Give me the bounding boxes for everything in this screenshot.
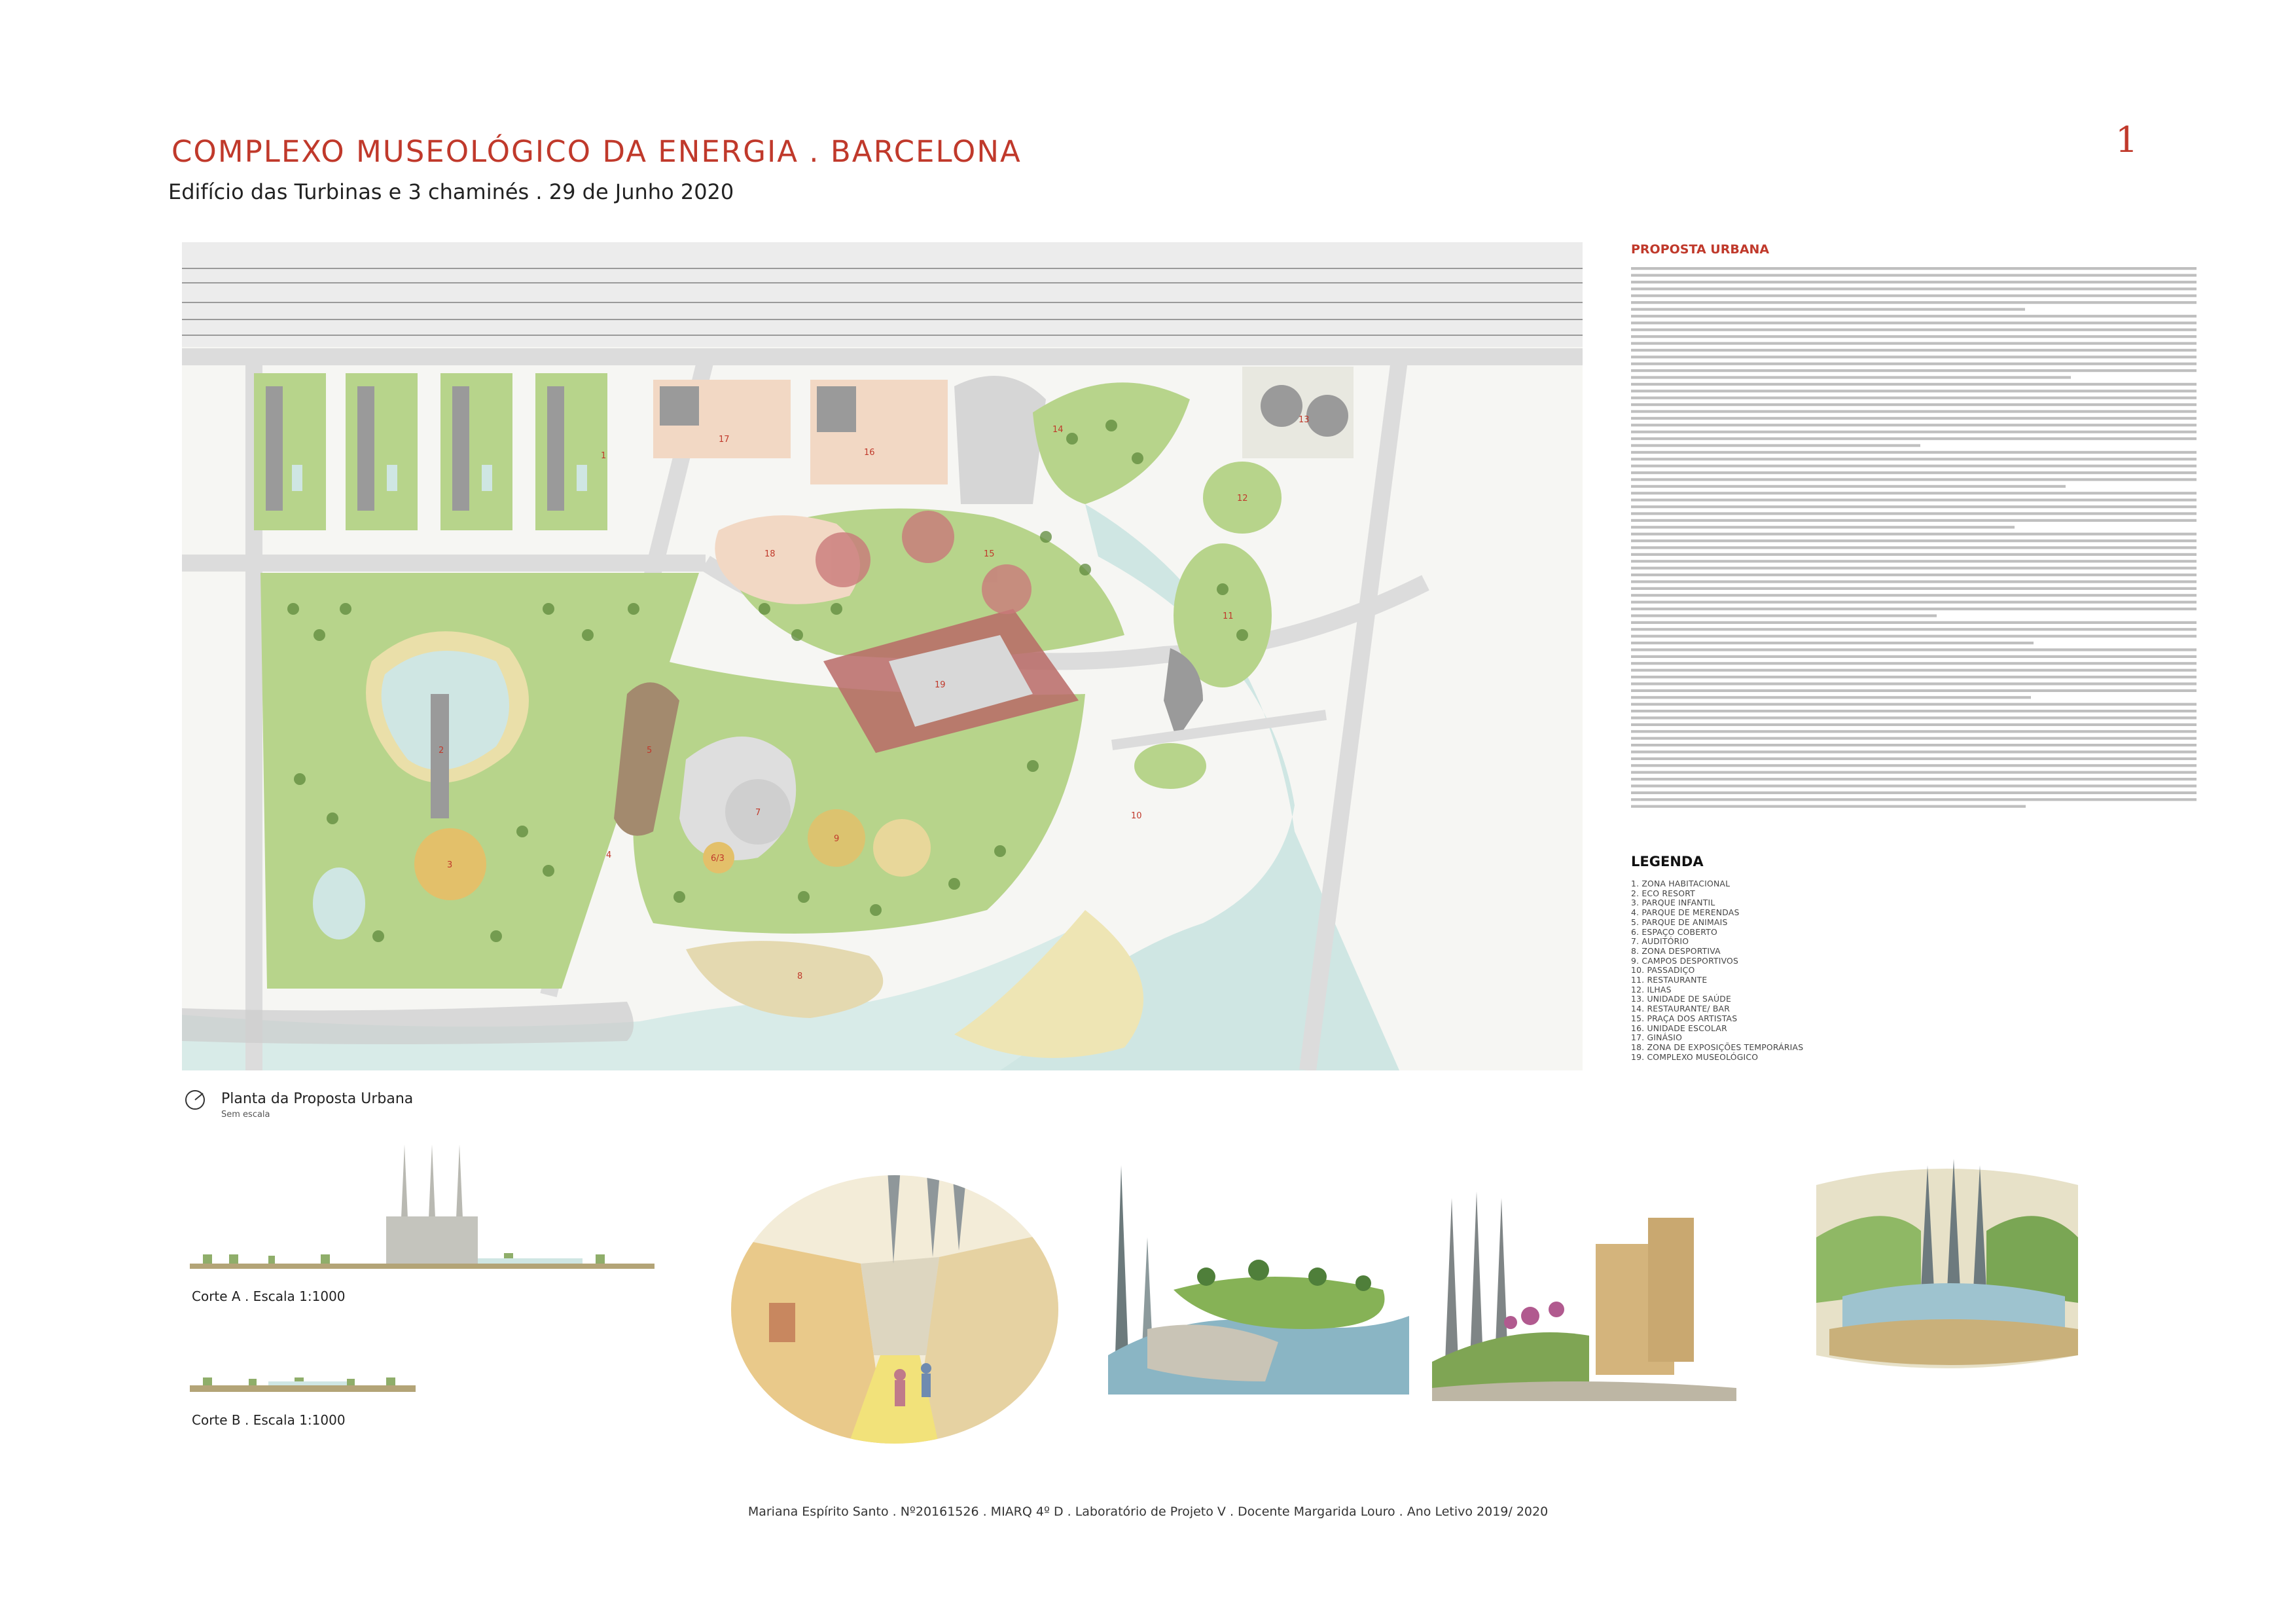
body-text-line	[1631, 682, 2197, 685]
body-text-line	[1631, 696, 2031, 699]
body-text-line	[1631, 281, 2197, 283]
body-text-line	[1631, 451, 2197, 454]
body-text-line	[1631, 431, 2197, 433]
body-text-line	[1631, 267, 2197, 270]
legend-item: 11. RESTAURANTE	[1631, 975, 1708, 985]
zone-label-3: 3	[447, 860, 453, 870]
small-pond	[313, 867, 365, 939]
railway-zone	[182, 242, 1583, 347]
body-text-line	[1631, 723, 2197, 726]
section-a-svg	[190, 1138, 655, 1282]
legend-item: 8. ZONA DESPORTIVA	[1631, 945, 1721, 956]
body-text-line	[1631, 526, 2015, 528]
body-text-line	[1631, 397, 2197, 399]
body-text-line	[1631, 444, 1920, 447]
legend-item: 3. PARQUE INFANTIL	[1631, 898, 1715, 908]
sketch-coast-park	[1108, 1159, 1409, 1395]
sketch-water-garden	[1803, 1159, 2091, 1375]
body-text-line	[1631, 635, 2197, 638]
body-text-line	[1631, 512, 2197, 515]
body-text-line	[1631, 519, 2197, 522]
page-subtitle: Edifício das Turbinas e 3 chaminés . 29 de Junho 2020	[168, 179, 734, 204]
zone-label-16: 16	[864, 448, 875, 458]
body-text-line	[1631, 546, 2197, 549]
health-unit-building-b	[1306, 395, 1348, 437]
section-a-water	[478, 1258, 583, 1264]
body-text-line	[1631, 383, 2197, 386]
eco-resort-building	[431, 694, 449, 818]
body-text-line	[1631, 737, 2197, 740]
legend-item: 12. ILHAS	[1631, 984, 1672, 994]
legend-item: 17. GINÁSIO	[1631, 1032, 1683, 1043]
body-text-line	[1631, 676, 2197, 678]
section-b-drawing	[190, 1360, 416, 1400]
body-text-line	[1631, 655, 2197, 658]
body-text-line	[1631, 648, 2197, 651]
body-text-line	[1631, 505, 2197, 508]
section-a-ground	[190, 1264, 655, 1269]
body-text-line	[1631, 553, 2197, 556]
school-building	[817, 386, 856, 432]
body-text-line	[1631, 301, 2197, 304]
section-a-drawing	[190, 1138, 655, 1282]
body-text-line	[1631, 744, 2197, 746]
proposal-text-lines	[1631, 267, 2197, 824]
zone-label-15: 15	[984, 549, 995, 559]
turbine-building	[386, 1216, 478, 1264]
zone-label-9: 9	[834, 834, 840, 844]
boardwalk-island	[1134, 743, 1206, 789]
body-text-line	[1631, 621, 2197, 624]
legend-item: 4. PARQUE DE MERENDAS	[1631, 907, 1740, 918]
body-text-line	[1631, 329, 2197, 331]
plan-caption-title: Planta da Proposta Urbana	[221, 1091, 414, 1107]
legend-item: 1. ZONA HABITACIONAL	[1631, 879, 1731, 888]
body-text-line	[1631, 471, 2197, 474]
sketch-interior-svg	[730, 1159, 1060, 1447]
body-text-line	[1631, 424, 2197, 426]
legend-item: 13. UNIDADE DE SAÚDE	[1631, 994, 1732, 1004]
body-text-line	[1631, 580, 2197, 583]
zone-label-13: 13	[1299, 415, 1310, 425]
body-text-line	[1631, 771, 2197, 774]
body-text-line	[1631, 295, 2197, 297]
legend-item: 16. UNIDADE ESCOLAR	[1631, 1023, 1727, 1033]
sketch-coast-svg	[1108, 1159, 1409, 1395]
body-text-line	[1631, 465, 2197, 467]
body-text-line	[1631, 369, 2197, 372]
body-text-line	[1631, 642, 2034, 644]
plan-caption-scale: Sem escala	[221, 1110, 270, 1120]
body-text-line	[1631, 730, 2197, 733]
zone-label-19: 19	[935, 680, 946, 690]
body-text-line	[1631, 437, 2197, 440]
body-text-line	[1631, 784, 2197, 787]
body-text-line	[1631, 608, 2197, 610]
body-text-line	[1631, 485, 2066, 488]
body-text-line	[1631, 363, 2197, 365]
zone-label-1: 1	[601, 451, 607, 461]
legend-item: 14. RESTAURANTE/ BAR	[1631, 1004, 1731, 1014]
body-text-line	[1631, 274, 2197, 276]
zone-label-8: 8	[797, 972, 803, 981]
body-text-line	[1631, 560, 2197, 562]
sketch-interior-gallery	[730, 1159, 1060, 1447]
zone-label-10: 10	[1131, 811, 1142, 821]
body-text-line	[1631, 574, 2197, 576]
urban-plan-svg	[182, 242, 1583, 1070]
body-text-line	[1631, 614, 1937, 617]
body-text-line	[1631, 757, 2197, 760]
zone-label-11: 11	[1223, 611, 1234, 621]
body-text-line	[1631, 689, 2197, 692]
legend-title: LEGENDA	[1631, 854, 1704, 869]
body-text-line	[1631, 805, 2026, 808]
section-b-label: Corte B . Escala 1:1000	[192, 1412, 346, 1428]
body-text-line	[1631, 376, 2071, 378]
sketch-water-svg	[1803, 1159, 2091, 1375]
body-text-line	[1631, 335, 2197, 338]
sketch-urban-towers	[1432, 1192, 1736, 1401]
body-text-line	[1631, 315, 2197, 318]
body-text-line	[1631, 703, 2197, 706]
sports-court-9b	[873, 819, 931, 877]
zone-label-4: 4	[606, 850, 612, 860]
body-text-line	[1631, 478, 2197, 481]
body-text-line	[1631, 458, 2197, 460]
urban-plan-drawing	[182, 242, 1583, 1070]
body-text-line	[1631, 628, 2197, 630]
zone-label-6: 6/3	[711, 854, 725, 864]
body-text-line	[1631, 764, 2197, 767]
zone-label-2: 2	[439, 746, 444, 756]
body-text-line	[1631, 601, 2197, 604]
body-text-line	[1631, 567, 2197, 570]
zone-label-7: 7	[755, 808, 761, 818]
body-text-line	[1631, 662, 2197, 665]
page-number: 1	[2115, 119, 2138, 160]
artists-plaza-15	[954, 376, 1046, 504]
zone-label-5: 5	[647, 746, 653, 756]
body-text-line	[1631, 403, 2197, 406]
section-b-water	[268, 1381, 347, 1385]
north-arrow-icon	[183, 1088, 207, 1112]
body-text-line	[1631, 349, 2197, 352]
body-text-line	[1631, 778, 2197, 780]
section-a-label: Corte A . Escala 1:1000	[192, 1288, 346, 1304]
section-b-svg	[190, 1360, 416, 1400]
body-text-line	[1631, 792, 2197, 794]
body-text-line	[1631, 587, 2197, 590]
proposal-title: PROPOSTA URBANA	[1631, 242, 1770, 257]
zone-label-18: 18	[764, 549, 776, 559]
body-text-line	[1631, 539, 2197, 542]
body-text-line	[1631, 308, 2025, 310]
legend-item: 7. AUDITÓRIO	[1631, 936, 1689, 947]
legend-item: 10. PASSADIÇO	[1631, 965, 1695, 976]
legend-item: 6. ESPAÇO COBERTO	[1631, 926, 1717, 937]
body-text-line	[1631, 342, 2197, 344]
zone-label-17: 17	[719, 435, 730, 445]
page-title: COMPLEXO MUSEOLÓGICO DA ENERGIA . BARCELONA	[171, 134, 1022, 169]
legend-list	[1631, 879, 1932, 1062]
body-text-line	[1631, 417, 2197, 420]
body-text-line	[1631, 321, 2197, 324]
body-text-line	[1631, 533, 2197, 536]
legend-item: 9. CAMPOS DESPORTIVOS	[1631, 955, 1739, 966]
body-text-line	[1631, 410, 2197, 412]
zone-label-14: 14	[1052, 425, 1064, 435]
legend-item: 19. COMPLEXO MUSEOLÓGICO	[1631, 1051, 1759, 1062]
body-text-line	[1631, 750, 2197, 753]
proposal-body-text	[1631, 267, 2197, 824]
body-text-line	[1631, 669, 2197, 672]
legend-item: 15. PRAÇA DOS ARTISTAS	[1631, 1013, 1738, 1023]
body-text-line	[1631, 594, 2197, 596]
health-unit-building-a	[1261, 385, 1302, 427]
body-text-line	[1631, 710, 2197, 712]
body-text-line	[1631, 356, 2197, 358]
legend-item: 2. ECO RESORT	[1631, 888, 1695, 898]
body-text-line	[1631, 499, 2197, 501]
legend-item: 5. PARQUE DE ANIMAIS	[1631, 917, 1728, 927]
footer-credits: Mariana Espírito Santo . Nº20161526 . MIARQ 4º D . Laboratório de Projeto V . Docente Margarida Louro . Ano Letivo 2019/ 2020	[747, 1504, 1549, 1519]
sketch-towers-svg	[1432, 1192, 1736, 1401]
gym-building	[660, 386, 699, 426]
section-b-ground	[190, 1385, 416, 1392]
body-text-line	[1631, 287, 2197, 290]
legend-item: 18. ZONA DE EXPOSIÇÕES TEMPORÁRIAS	[1631, 1042, 1804, 1052]
body-text-line	[1631, 390, 2197, 392]
body-text-line	[1631, 716, 2197, 719]
zone-label-12: 12	[1237, 494, 1248, 503]
text-line-placeholders	[1631, 267, 2197, 808]
body-text-line	[1631, 492, 2197, 494]
body-text-line	[1631, 798, 2197, 801]
